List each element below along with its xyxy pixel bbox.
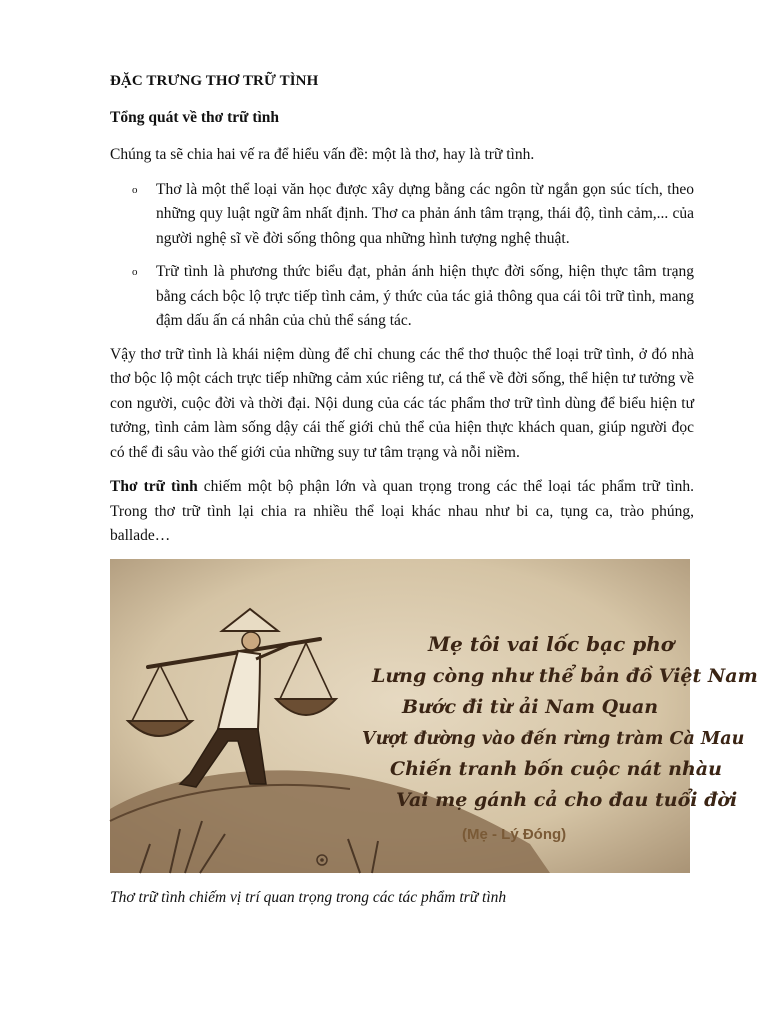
list-item [110,260,694,334]
poem-line: Chiến tranh bốn cuộc nát nhàu [390,757,722,780]
poem-attribution: (Mẹ - Lý Đóng) [462,825,567,843]
illustration-svg [110,559,758,873]
section-heading: Tổng quát về thơ trữ tình [110,109,280,126]
bullet-marker: o [132,266,138,278]
list-item-text: Thơ là một thể loại văn học được xây dựng bằng các ngôn từ ngắn gọn súc tích, theo những quy luật ngữ âm nhất định. Thơ ca phản ánh tâm trạng, thái độ, tình cảm,... của người nghệ sĩ về đời sống thông qua những hình tượng nghệ thuật. [156,180,694,247]
document-page [110,64,758,909]
document-title: ĐẶC TRƯNG THƠ TRỮ TÌNH [110,73,319,89]
definition-list [110,178,694,334]
bullet-marker: o [132,183,138,196]
figure-caption: Thơ trữ tình chiếm vị trí quan trọng trong các tác phẩm trữ tình [110,888,507,906]
poem-line: Mẹ tôi vai lốc bạc phơ [428,631,675,656]
bold-term: Thơ trữ tình [110,478,198,495]
poem-line: Bước đi từ ải Nam Quan [402,695,659,718]
poem-line: Vượt đường vào đến rừng tràm Cà Mau [362,728,745,749]
poem-illustration [110,559,758,873]
body-paragraph-genres [110,475,694,549]
paragraph-text: chiếm một bộ phận lớn và quan trọng trong các thể loại tác phẩm trữ tình. Trong thơ trữ tình lại chia ra nhiều thể loại khác nhau như bi ca, tụng ca, trào phúng, ballade… [110,478,695,544]
body-paragraph: Vậy thơ trữ tình là khái niệm dùng để chỉ chung các thể thơ thuộc thể loại trữ tình, ở đó nhà thơ bộc lộ một cách trực tiếp những cảm xúc riêng tư, cá thể về đời sống, thể hiện tư tưởng về con người, cuộc đời và thời đại. Nội dung của các tác phẩm thơ trữ tình dùng để biểu hiện tư tưởng, tình cảm làm sống dậy cái thế giới chủ thể của hiện thực khách quan, giúp người đọc có thể đi sâu vào thế giới của những suy tư tâm trạng và nỗi niềm. [110,345,694,461]
poem-line: Vai mẹ gánh cả cho đau tuổi đời [396,788,738,811]
poem-line: Lưng còng như thể bản đồ Việt Nam [372,664,758,687]
list-item [110,178,694,252]
list-item-text: Trữ tình là phương thức biểu đạt, phản ánh hiện thực đời sống, hiện thực tâm trạng bằng cách bộc lộ trực tiếp tình cảm, ý thức của tác giả thông qua cái tôi trữ tình, mang đậm dấu ấn cá nhân của chủ thể sáng tác. [156,263,694,329]
intro-paragraph: Chúng ta sẽ chia hai vế ra để hiểu vấn đề: một là thơ, hay là trữ tình. [110,146,535,163]
